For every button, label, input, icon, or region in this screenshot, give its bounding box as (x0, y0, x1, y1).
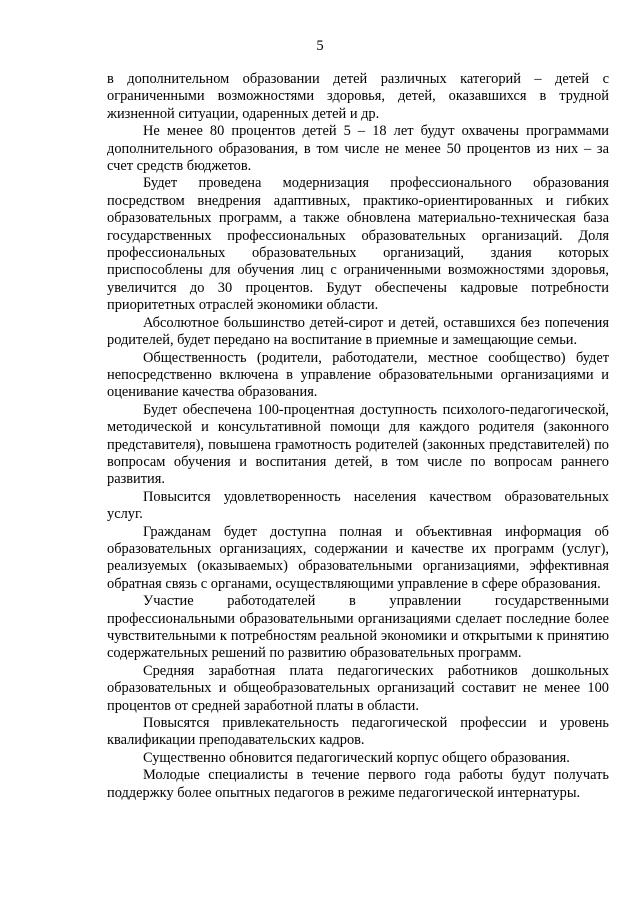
paragraph: Абсолютное большинство детей-сирот и детей, оставшихся без попечения родителей, будет передано на воспитание в приемные и замещающие семьи. (107, 314, 609, 349)
paragraph: Средняя заработная плата педагогических работников дошкольных образовательных и общеобразовательных организаций составит не менее 100 процентов от средней заработной платы в области. (107, 662, 609, 714)
paragraph: Будет проведена модернизация профессионального образования посредством внедрения адаптивных, практико-ориентированных и гибких образовательных программ, а также обновлена материально-техническая база государственных профессиональных образовательных организаций. Доля профессиональных образовательных организаций, здания которых приспособлены для обучения лиц с ограниченными возможностями здоровья, увеличится до 30 процентов. Будут обеспечены кадровые потребности приоритетных отраслей экономики области. (107, 175, 609, 314)
paragraph: Общественность (родители, работодатели, местное сообщество) будет непосредственно включена в управление образовательными организациями и оценивание качества образования. (107, 349, 609, 401)
paragraph: Существенно обновится педагогический корпус общего образования. (143, 749, 570, 766)
paragraph: Гражданам будет доступна полная и объективная информация об образовательных организациях, содержании и качестве их программ (услуг), реализуемых (оказываемых) образовательными организациями, эффективная обратная связь с органами, осуществляющими управление в сфере образования. (107, 523, 609, 592)
paragraph: Будет обеспечена 100-процентная доступность психолого-педагогической, методической и консультативной помощи для каждого родителя (законного представителя), повышена грамотность родителей (законных представителей) по вопросам обучения и воспитания детей, в том числе по вопросам раннего развития. (107, 401, 609, 488)
paragraph: Не менее 80 процентов детей 5 – 18 лет будут охвачены программами дополнительного образования, в том числе не менее 50 процентов из них – за счет средств бюджетов. (107, 123, 609, 175)
paragraph: Молодые специалисты в течение первого года работы будут получать поддержку более опытных педагогов в режиме педагогической интернатуры. (107, 767, 609, 801)
paragraph: Участие работодателей в управлении государственными профессиональными образовательными организациями сделает последние более чувствительными к потребностям реальной экономики и открытыми к принятию содержательных решений по развитию образовательных программ. (107, 593, 609, 662)
page-number: 5 (316, 38, 324, 54)
paragraph: Повысятся привлекательность педагогической профессии и уровень квалификации преподавательских кадров. (107, 715, 609, 749)
document-body (107, 71, 609, 802)
paragraph: Повысится удовлетворенность населения качеством образовательных услуг. (107, 488, 609, 523)
paragraph-continuation: в дополнительном образовании детей различных категорий – детей с ограниченными возможностями здоровья, детей, оказавшихся в трудной жизненной ситуации, одаренных детей и др. (107, 71, 609, 122)
